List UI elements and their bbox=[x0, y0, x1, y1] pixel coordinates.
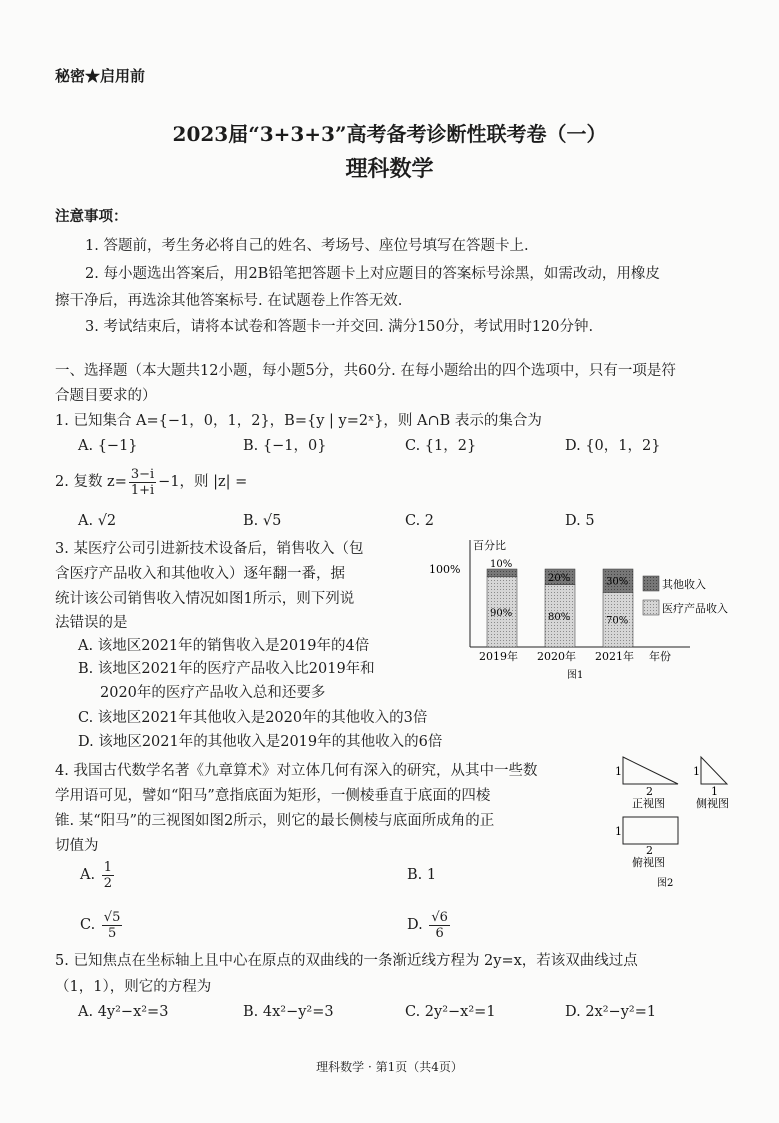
bar-label-other: 10% bbox=[490, 559, 513, 570]
q1-stem: 1. 已知集合 A={−1，0，1，2}，B={y | y=2ˣ}，则 A∩B 表示的集合为 bbox=[55, 413, 542, 429]
q3-stem: 统计该公司销售收入情况如图1所示，则下列说 bbox=[55, 591, 355, 607]
q2-stem-prefix: 2. 复数 z= bbox=[55, 474, 127, 490]
front-width: 2 bbox=[646, 785, 653, 798]
q1-option-a: A. {−1} bbox=[78, 438, 138, 454]
q2-stem bbox=[55, 465, 247, 499]
q5-option-b: B. 4x²−y²=3 bbox=[243, 1004, 334, 1020]
section-heading: 一、选择题（本大题共12小题，每小题5分，共60分. 在每小题给出的四个选项中，只有一项是符 bbox=[55, 363, 676, 379]
q5-stem: （1，1），则它的方程为 bbox=[55, 979, 212, 995]
denominator: 2 bbox=[103, 875, 112, 891]
q1-option-c: C. {1，2} bbox=[405, 438, 477, 454]
bar-label-other: 20% bbox=[548, 572, 571, 584]
exam-subject: 理科数学 bbox=[345, 156, 434, 182]
side-view-triangle bbox=[701, 757, 727, 784]
legend-swatch-other bbox=[643, 576, 659, 591]
q3-option-c: C. 该地区2021年其他收入是2020年的其他收入的3倍 bbox=[78, 710, 428, 726]
q3-option-d: D. 该地区2021年的其他收入是2019年的其他收入的6倍 bbox=[78, 734, 443, 750]
figure-1-caption: 图1 bbox=[567, 670, 584, 681]
figure-1-chart bbox=[425, 535, 765, 685]
figure-2-caption: 图2 bbox=[657, 878, 674, 889]
numerator: 3−i bbox=[130, 466, 155, 482]
x-tick-label: 2021年 bbox=[595, 650, 634, 663]
fraction bbox=[102, 910, 123, 941]
legend-swatch-medical bbox=[643, 600, 659, 615]
notice-item: 2. 每小题选出答案后，用2B铅笔把答题卡上对应题目的答案标号涂黑，如需改动，用橡皮 bbox=[85, 266, 660, 282]
q2-option-b: B. √5 bbox=[243, 513, 282, 529]
top-view-rectangle bbox=[623, 817, 678, 844]
q2-stem-suffix: −1，则 |z| = bbox=[158, 474, 248, 490]
bar-label-medical: 70% bbox=[606, 615, 629, 627]
fraction bbox=[429, 910, 450, 941]
side-width: 1 bbox=[711, 785, 718, 798]
q4-stem: 切值为 bbox=[55, 838, 99, 854]
y-axis-label: 百分比 bbox=[473, 539, 506, 552]
option-letter: D. bbox=[407, 917, 423, 933]
option-letter: C. bbox=[80, 917, 96, 933]
q3-option-a: A. 该地区2021年的销售收入是2019年的4倍 bbox=[78, 638, 370, 654]
top-height: 1 bbox=[615, 825, 622, 838]
bar-label-other: 30% bbox=[606, 576, 629, 588]
q2-option-d: D. 5 bbox=[565, 513, 595, 529]
q4-stem: 学用语可见，譬如“阳马”意指底面为矩形，一侧棱垂直于底面的四棱 bbox=[55, 788, 491, 804]
bar-label-medical: 80% bbox=[548, 611, 571, 623]
top-view-label: 俯视图 bbox=[632, 856, 665, 869]
bar-other-2019年 bbox=[487, 569, 517, 577]
bar-label-medical: 90% bbox=[490, 607, 513, 619]
notice-item: 3. 考试结束后，请将本试卷和答题卡一并交回. 满分150分，考试用时120分钟. bbox=[85, 319, 594, 335]
q3-option-b: B. 该地区2021年的医疗产品收入比2019年和 bbox=[78, 661, 375, 677]
denominator: 1+i bbox=[130, 482, 155, 498]
legend-label-other: 其他收入 bbox=[662, 578, 706, 591]
q1-option-d: D. {0，1，2} bbox=[565, 438, 661, 454]
q5-stem: 5. 已知焦点在坐标轴上且中心在原点的双曲线的一条渐近线方程为 2y=x，若该双曲线过点 bbox=[55, 953, 638, 969]
y-tick-100: 100% bbox=[429, 563, 461, 576]
q2-option-a: A. √2 bbox=[78, 513, 117, 529]
front-height: 1 bbox=[615, 765, 622, 778]
side-height: 1 bbox=[693, 765, 700, 778]
x-tick-label: 2020年 bbox=[537, 650, 576, 663]
q5-option-d: D. 2x²−y²=1 bbox=[565, 1004, 657, 1020]
side-view-label: 侧视图 bbox=[696, 797, 729, 810]
q3-stem: 含医疗产品收入和其他收入）逐年翻一番，据 bbox=[55, 566, 345, 582]
numerator: 1 bbox=[103, 859, 112, 875]
q3-stem: 3. 某医疗公司引进新技术设备后，销售收入（包 bbox=[55, 541, 364, 557]
q2-option-c: C. 2 bbox=[405, 513, 435, 529]
option-value: 1 bbox=[426, 867, 437, 883]
q5-option-a: A. 4y²−x²=3 bbox=[78, 1004, 169, 1020]
denominator: 6 bbox=[435, 925, 444, 941]
front-view-label: 正视图 bbox=[632, 797, 665, 810]
legend-label-medical: 医疗产品收入 bbox=[662, 602, 728, 615]
q4-stem: 锥. 某“阳马”的三视图如图2所示，则它的最长侧棱与底面所成角的正 bbox=[55, 813, 495, 829]
numerator: √6 bbox=[431, 909, 448, 925]
notice-item: 1. 答题前，考生务必将自己的姓名、考场号、座位号填写在答题卡上. bbox=[85, 238, 529, 254]
denominator: 5 bbox=[107, 925, 117, 941]
figure-2-three-views bbox=[600, 750, 770, 900]
q1-option-b: B. {−1，0} bbox=[243, 438, 327, 454]
fraction bbox=[102, 860, 114, 891]
option-letter: B. bbox=[407, 867, 423, 883]
top-width: 2 bbox=[646, 844, 653, 857]
q3-option-b-cont: 2020年的医疗产品收入总和还要多 bbox=[100, 685, 326, 701]
numerator: √5 bbox=[103, 909, 121, 925]
q5-option-c: C. 2y²−x²=1 bbox=[405, 1004, 496, 1020]
exam-title: 2023届“3+3+3”高考备考诊断性联考卷（一） bbox=[172, 122, 607, 146]
q2-fraction bbox=[129, 467, 156, 498]
notice-item: 擦干净后，再选涂其他答案标号. 在试题卷上作答无效. bbox=[55, 293, 403, 309]
page-footer: 理科数学 · 第1页（共4页） bbox=[316, 1060, 463, 1074]
notice-heading: 注意事项： bbox=[55, 208, 128, 225]
section-heading: 合题目要求的） bbox=[55, 388, 157, 404]
option-letter: A. bbox=[80, 867, 96, 883]
secret-mark: 秘密★启用前 bbox=[55, 67, 146, 85]
q4-option-a bbox=[80, 858, 116, 892]
x-axis-label: 年份 bbox=[649, 650, 671, 663]
q4-option-d bbox=[407, 908, 452, 942]
q4-option-b bbox=[407, 865, 436, 885]
front-view-triangle bbox=[623, 757, 678, 784]
q4-stem: 4. 我国古代数学名著《九章算术》对立体几何有深入的研究，从其中一些数 bbox=[55, 763, 538, 779]
q3-stem: 法错误的是 bbox=[55, 615, 128, 631]
x-tick-label: 2019年 bbox=[479, 650, 518, 663]
q4-option-c bbox=[80, 908, 124, 942]
